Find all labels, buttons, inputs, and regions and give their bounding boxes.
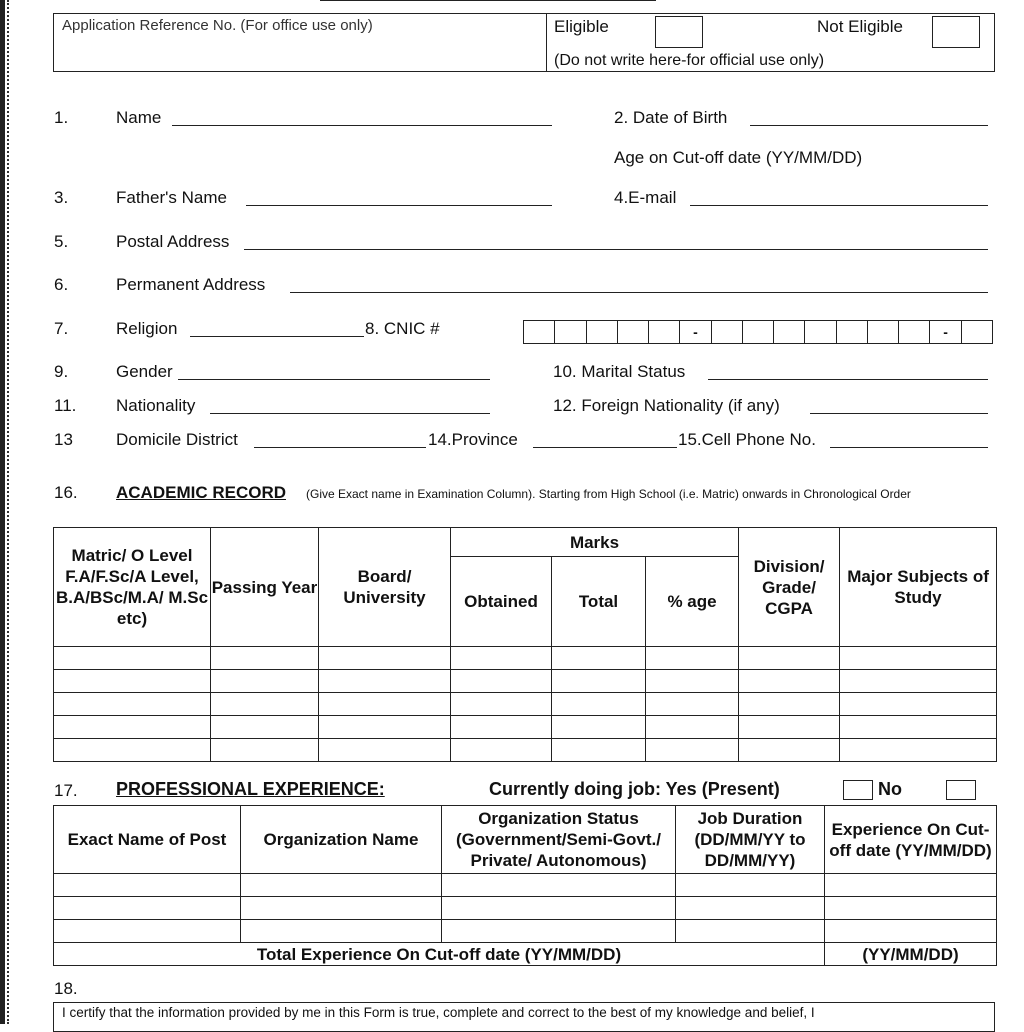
cnic-digit[interactable] xyxy=(837,321,868,343)
name-label: Name xyxy=(116,108,162,127)
table-cell[interactable] xyxy=(646,716,739,739)
table-cell[interactable] xyxy=(840,739,997,762)
not-eligible-checkbox[interactable] xyxy=(932,16,980,48)
name-input[interactable] xyxy=(172,125,552,126)
cnic-digit[interactable] xyxy=(805,321,836,343)
table-row xyxy=(54,920,997,943)
table-cell[interactable] xyxy=(319,647,451,670)
column-header-post: Exact Name of Post xyxy=(54,806,241,874)
table-cell[interactable] xyxy=(646,739,739,762)
date-of-birth-input[interactable] xyxy=(750,125,988,126)
table-cell[interactable] xyxy=(451,693,552,716)
table-cell[interactable] xyxy=(54,920,241,943)
table-cell[interactable] xyxy=(211,716,319,739)
cnic-digit[interactable] xyxy=(899,321,930,343)
table-cell[interactable] xyxy=(54,647,211,670)
table-row xyxy=(54,739,997,762)
eligible-label: Eligible xyxy=(554,17,609,36)
cnic-separator: - xyxy=(680,321,711,343)
table-cell[interactable] xyxy=(739,647,840,670)
cell-phone-input[interactable] xyxy=(830,447,988,448)
table-cell[interactable] xyxy=(825,897,997,920)
field-number: 11. xyxy=(54,396,77,415)
domicile-district-input[interactable] xyxy=(254,447,426,448)
table-cell[interactable] xyxy=(552,647,646,670)
cnic-digit[interactable] xyxy=(587,321,618,343)
field-number: 13 xyxy=(54,430,73,449)
cnic-digit[interactable] xyxy=(649,321,680,343)
professional-experience-table xyxy=(53,805,997,966)
cell-phone-label: 15.Cell Phone No. xyxy=(678,430,816,449)
postal-address-input[interactable] xyxy=(244,249,988,250)
table-cell[interactable] xyxy=(552,693,646,716)
nationality-label: Nationality xyxy=(116,396,196,415)
certification-box xyxy=(53,1002,995,1032)
religion-input[interactable] xyxy=(190,336,364,337)
table-row xyxy=(54,874,997,897)
column-header-board: Board/ University xyxy=(319,528,451,647)
gender-label: Gender xyxy=(116,362,173,381)
father-name-input[interactable] xyxy=(246,205,552,206)
not-eligible-label: Not Eligible xyxy=(817,17,903,36)
table-cell[interactable] xyxy=(646,670,739,693)
marital-status-label: 10. Marital Status xyxy=(553,362,686,381)
cnic-digit[interactable] xyxy=(524,321,555,343)
cnic-label: 8. CNIC # xyxy=(365,319,440,338)
academic-record-note: (Give Exact name in Examination Column). Starting from High School (i.e. Matric) onwards in Chronological Order xyxy=(306,487,911,501)
eligible-checkbox[interactable] xyxy=(655,16,703,48)
email-label: 4.E-mail xyxy=(614,188,677,207)
field-number: 3. xyxy=(54,188,69,207)
table-row xyxy=(54,716,997,739)
table-cell[interactable] xyxy=(54,874,241,897)
column-header-marks: Marks xyxy=(451,528,739,557)
foreign-nationality-label: 12. Foreign Nationality (if any) xyxy=(553,396,780,415)
reference-number-label: Application Reference No. (For office use only) xyxy=(62,17,373,34)
office-use-box xyxy=(53,13,995,72)
table-cell[interactable] xyxy=(739,739,840,762)
section-number: 17. xyxy=(54,781,78,800)
email-input[interactable] xyxy=(690,205,988,206)
field-number: 7. xyxy=(54,319,69,338)
table-cell[interactable] xyxy=(840,693,997,716)
table-cell[interactable] xyxy=(319,670,451,693)
page-border xyxy=(0,0,5,1024)
table-cell[interactable] xyxy=(646,693,739,716)
domicile-district-label: Domicile District xyxy=(116,430,238,449)
table-cell[interactable] xyxy=(54,897,241,920)
table-cell[interactable] xyxy=(241,897,442,920)
nationality-input[interactable] xyxy=(210,413,490,414)
field-number: 1. xyxy=(54,108,69,127)
table-cell[interactable] xyxy=(676,920,825,943)
office-box-divider xyxy=(546,14,547,71)
table-cell[interactable] xyxy=(211,693,319,716)
column-header-obtained: Obtained xyxy=(451,557,552,647)
table-cell[interactable] xyxy=(319,739,451,762)
total-experience-value[interactable]: (YY/MM/DD) xyxy=(825,943,997,966)
table-row xyxy=(54,897,997,920)
column-header-organization: Organization Name xyxy=(241,806,442,874)
table-cell[interactable] xyxy=(739,693,840,716)
foreign-nationality-input[interactable] xyxy=(810,413,988,414)
table-cell[interactable] xyxy=(552,716,646,739)
field-number: 6. xyxy=(54,275,69,294)
official-use-note: (Do not write here-for official use only) xyxy=(554,52,825,69)
cnic-digit[interactable] xyxy=(618,321,649,343)
table-cell[interactable] xyxy=(739,716,840,739)
cnic-digit[interactable] xyxy=(712,321,743,343)
header-underline xyxy=(320,0,656,1)
table-cell[interactable] xyxy=(451,739,552,762)
column-header-subjects: Major Subjects of Study xyxy=(840,528,997,647)
table-cell[interactable] xyxy=(552,739,646,762)
field-number: 5. xyxy=(54,232,69,251)
academic-record-heading: ACADEMIC RECORD xyxy=(116,483,286,502)
date-of-birth-label: 2. Date of Birth xyxy=(614,108,728,127)
professional-experience-heading: PROFESSIONAL EXPERIENCE: xyxy=(116,779,385,799)
table-cell[interactable] xyxy=(739,670,840,693)
permanent-address-input[interactable] xyxy=(290,292,988,293)
cnic-digit[interactable] xyxy=(962,321,992,343)
currently-employed-no-checkbox[interactable] xyxy=(946,780,976,800)
province-input[interactable] xyxy=(533,447,677,448)
cnic-digit[interactable] xyxy=(555,321,586,343)
table-cell[interactable] xyxy=(442,920,676,943)
currently-doing-job-label: Currently doing job: Yes (Present) xyxy=(489,779,780,799)
table-cell[interactable] xyxy=(211,670,319,693)
table-cell[interactable] xyxy=(451,716,552,739)
table-cell[interactable] xyxy=(54,670,211,693)
cnic-separator: - xyxy=(930,321,961,343)
cnic-digit[interactable] xyxy=(743,321,774,343)
table-cell[interactable] xyxy=(54,716,211,739)
cnic-digit[interactable] xyxy=(868,321,899,343)
religion-label: Religion xyxy=(116,319,178,338)
table-cell[interactable] xyxy=(451,647,552,670)
column-header-percentage: % age xyxy=(646,557,739,647)
table-cell[interactable] xyxy=(442,897,676,920)
column-header-organization-status: Organization Status (Government/Semi-Govt./ Private/ Autonomous) xyxy=(442,806,676,874)
table-cell[interactable] xyxy=(825,920,997,943)
table-cell[interactable] xyxy=(211,739,319,762)
marital-status-input[interactable] xyxy=(708,379,988,380)
column-header-total: Total xyxy=(552,557,646,647)
total-experience-label: Total Experience On Cut-off date (YY/MM/DD) xyxy=(54,943,825,966)
table-cell[interactable] xyxy=(676,874,825,897)
table-cell[interactable] xyxy=(451,670,552,693)
table-row xyxy=(54,670,997,693)
table-cell[interactable] xyxy=(442,874,676,897)
table-cell[interactable] xyxy=(241,874,442,897)
cnic-input[interactable] xyxy=(523,320,993,344)
table-cell[interactable] xyxy=(319,693,451,716)
column-header-experience: Experience On Cut-off date (YY/MM/DD) xyxy=(825,806,997,874)
table-cell[interactable] xyxy=(840,716,997,739)
table-cell[interactable] xyxy=(840,647,997,670)
table-cell[interactable] xyxy=(552,670,646,693)
page-border-dotted xyxy=(7,0,9,1024)
cnic-digit[interactable] xyxy=(774,321,805,343)
column-header-division: Division/ Grade/ CGPA xyxy=(739,528,840,647)
age-cutoff-label: Age on Cut-off date (YY/MM/DD) xyxy=(614,148,863,167)
table-cell[interactable] xyxy=(319,716,451,739)
table-cell[interactable] xyxy=(825,874,997,897)
permanent-address-label: Permanent Address xyxy=(116,275,266,294)
column-header-exam: Matric/ O Level F.A/F.Sc/A Level, B.A/BSc/M.A/ M.Sc etc) xyxy=(54,528,211,647)
province-label: 14.Province xyxy=(428,430,518,449)
postal-address-label: Postal Address xyxy=(116,232,230,251)
certification-text: I certify that the information provided by me in this Form is true, complete and correct to the best of my knowledge and belief, I xyxy=(62,1005,815,1020)
column-header-job-duration: Job Duration (DD/MM/YY to DD/MM/YY) xyxy=(676,806,825,874)
gender-input[interactable] xyxy=(178,379,490,380)
table-row xyxy=(54,647,997,670)
table-cell[interactable] xyxy=(54,693,211,716)
field-number: 9. xyxy=(54,362,69,381)
column-header-passing-year: Passing Year xyxy=(211,528,319,647)
table-cell[interactable] xyxy=(54,739,211,762)
table-row xyxy=(54,693,997,716)
father-name-label: Father's Name xyxy=(116,188,227,207)
table-cell[interactable] xyxy=(840,670,997,693)
section-number: 18. xyxy=(54,979,78,998)
academic-record-table xyxy=(53,527,997,762)
currently-employed-no-label: No xyxy=(878,779,902,799)
table-cell[interactable] xyxy=(646,647,739,670)
currently-employed-yes-checkbox[interactable] xyxy=(843,780,873,800)
table-cell[interactable] xyxy=(241,920,442,943)
table-cell[interactable] xyxy=(676,897,825,920)
table-cell[interactable] xyxy=(211,647,319,670)
section-number: 16. xyxy=(54,483,78,502)
